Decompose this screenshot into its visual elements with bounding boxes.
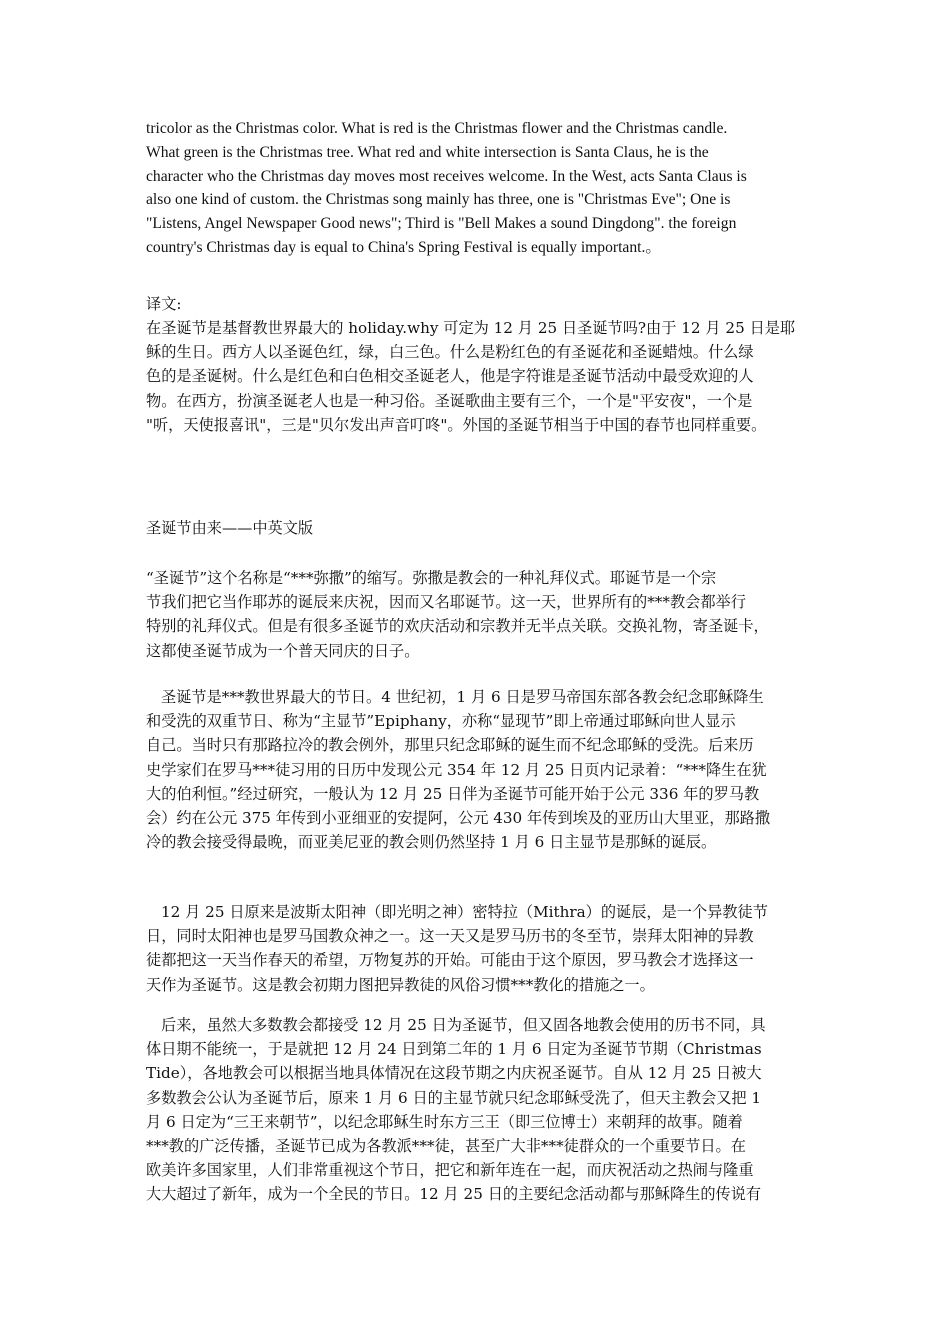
- paragraph-christmas-tide: [146, 1013, 808, 1207]
- text-line: country's Christmas day is equal to China's Spring Festival is equally important.。: [146, 238, 661, 256]
- text-line: 圣诞节是***教世界最大的节日。4 世纪初，1 月 6 日是罗马帝国东部各教会纪念耶稣降生: [161, 688, 764, 706]
- text-line: tricolor as the Christmas color. What is red is the Christmas flower and the Christmas candle.: [146, 120, 728, 137]
- text-line: 节我们把它当作耶苏的诞辰来庆祝，因而又名耶诞节。这一天，世界所有的***教会都举行: [146, 593, 746, 612]
- translation-paragraph: [146, 316, 808, 437]
- text-line: 12 月 25 日原来是波斯太阳神（即光明之神）密特拉（Mithra）的诞辰，是一个异教徒节: [161, 903, 768, 921]
- text-line: also one kind of custom. the Christmas song mainly has three, one is "Christmas Eve"; One is: [146, 191, 731, 209]
- text-line: character who the Christmas day moves most receives welcome. In the West, acts Santa Claus is: [146, 167, 747, 185]
- text-line: What green is the Christmas tree. What red and white intersection is Santa Claus, he is the: [146, 143, 709, 161]
- text-line: 日，同时太阳神也是罗马国教众神之一。这一天又是罗马历书的冬至节，崇拜太阳神的异教: [146, 927, 754, 946]
- text-line: “圣诞节”这个名称是“***弥撒”的缩写。弥撒是教会的一种礼拜仪式。耶诞节是一个宗: [146, 569, 717, 587]
- section-title: 圣诞节由来——中英文版: [146, 519, 314, 537]
- text-line: 在圣诞节是基督教世界最大的 holiday.why 可定为 12 月 25 日圣诞节吗?由于 12 月 25 日是耶: [146, 319, 796, 337]
- text-line: 体日期不能统一，于是就把 12 月 24 日到第二年的 1 月 6 日定为圣诞节节期（Christmas: [146, 1040, 762, 1059]
- text-line: 物。在西方，扮演圣诞老人也是一种习俗。圣诞歌曲主要有三个，一个是"平安夜"，一个是: [146, 391, 753, 410]
- text-line: 这都使圣诞节成为一个普天同庆的日子。: [146, 641, 420, 660]
- english-paragraph: [146, 117, 808, 260]
- text-line: 大大超过了新年，成为一个全民的节日。12 月 25 日的主要纪念活动都与那稣降生的传说有: [146, 1185, 762, 1204]
- text-line: 月 6 日定为“三王来朝节”，以纪念耶稣生时东方三王（即三位博士）来朝拜的故事。随着: [146, 1112, 743, 1131]
- text-line: 色的是圣诞树。什么是红色和白色相交圣诞老人，他是字符谁是圣诞节活动中最受欢迎的人: [146, 367, 754, 386]
- text-line: "听，天使报喜讯"，三是"贝尔发出声音叮咚"。外国的圣诞节相当于中国的春节也同样重要。: [146, 415, 767, 434]
- text-line: 大的伯利恒。”经过研究，一般认为 12 月 25 日伴为圣诞节可能开始于公元 336 年的罗马教: [146, 784, 760, 803]
- text-line: 徒都把这一天当作春天的希望，万物复苏的开始。可能由于这个原因，罗马教会才选择这一: [146, 951, 754, 970]
- paragraph-mithra: [146, 900, 808, 997]
- text-line: ***教的广泛传播，圣诞节已成为各教派***徒，甚至广大非***徒群众的一个重要节日。在: [146, 1137, 746, 1156]
- text-line: 史学家们在罗马***徒习用的日历中发现公元 354 年 12 月 25 日页内记录着：“***降生在犹: [146, 760, 767, 779]
- text-line: 天作为圣诞节。这是教会初期力图把异教徒的风俗习惯***教化的措施之一。: [146, 975, 655, 994]
- translation-label: 译文:: [146, 295, 182, 313]
- text-line: 特别的礼拜仪式。但是有很多圣诞节的欢庆活动和宗教并无半点关联。交换礼物，寄圣诞卡，: [146, 617, 769, 636]
- text-line: 冷的教会接受得最晚，而亚美尼亚的教会则仍然坚持 1 月 6 日主显节是那稣的诞辰。: [146, 833, 717, 852]
- text-line: 后来，虽然大多数教会都接受 12 月 25 日为圣诞节，但又固各地教会使用的历书不同，具: [161, 1016, 766, 1034]
- paragraph-history: [146, 685, 808, 854]
- text-line: 自己。当时只有那路拉冷的教会例外，那里只纪念耶稣的诞生而不纪念耶稣的受洗。后来历: [146, 736, 754, 755]
- text-line: Tide），各地教会可以根据当地具体情况在这段节期之内庆祝圣诞节。自从 12 月 25 日被大: [146, 1064, 762, 1083]
- text-line: "Listens, Angel Newspaper Good news"; Third is "Bell Makes a sound Dingdong". the foreign: [146, 215, 737, 233]
- paragraph-origin-name: [146, 566, 808, 663]
- text-line: 多数教会公认为圣诞节后，原来 1 月 6 日的主显节就只纪念耶稣受洗了，但天主教会又把 1: [146, 1088, 762, 1107]
- text-line: 和受洗的双重节日、称为“主显节”Epiphany，亦称“显现节”即上帝通过耶稣向世人显示: [146, 712, 736, 731]
- text-line: 会）约在公元 375 年传到小亚细亚的安提阿，公元 430 年传到埃及的亚历山大里亚，那路撒: [146, 809, 771, 828]
- text-line: 稣的生日。西方人以圣诞色红，绿，白三色。什么是粉红色的有圣诞花和圣诞蜡烛。什么绿: [146, 343, 754, 362]
- text-line: 欧美许多国家里，人们非常重视这个节日，把它和新年连在一起，而庆祝活动之热闹与隆重: [146, 1161, 754, 1180]
